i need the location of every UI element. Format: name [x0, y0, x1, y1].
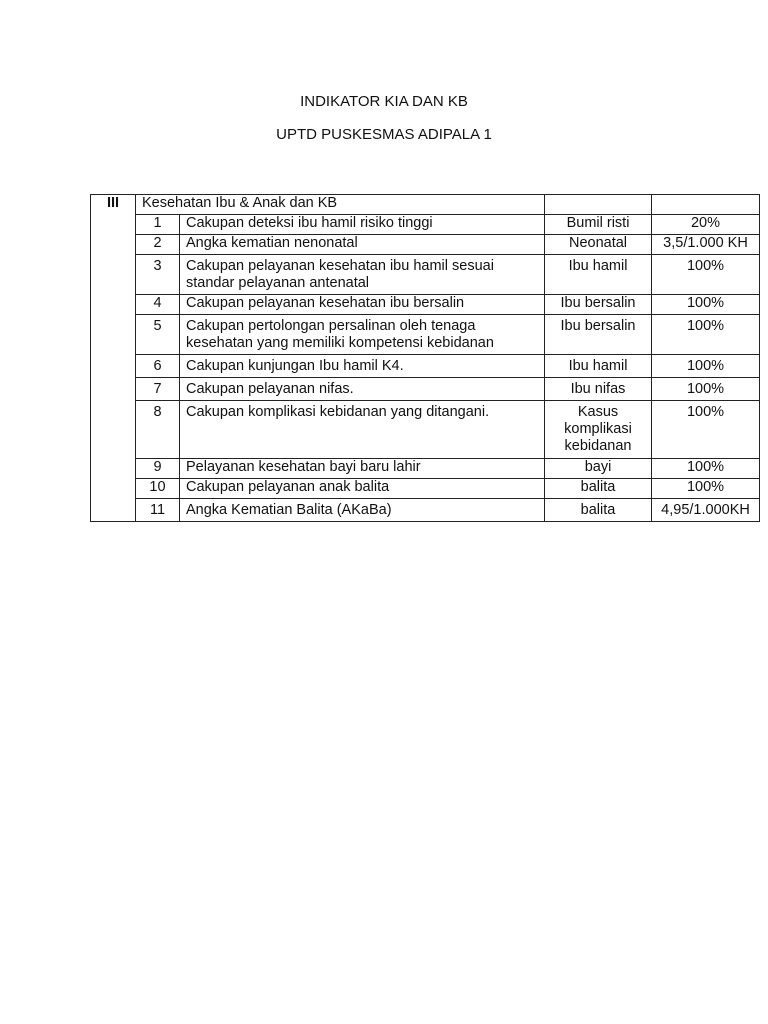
row-number: 10: [136, 479, 180, 499]
table-row: [91, 459, 760, 479]
document-subtitle: UPTD PUSKESMAS ADIPALA 1: [276, 126, 492, 143]
row-value: 100%: [652, 255, 760, 295]
row-indicator: Cakupan pelayanan nifas.: [180, 378, 545, 401]
table-row: [91, 295, 760, 315]
document-title: INDIKATOR KIA DAN KB: [300, 93, 468, 110]
row-value: 100%: [652, 401, 760, 459]
row-number: 7: [136, 378, 180, 401]
table-row: [91, 235, 760, 255]
row-target: Bumil risti: [545, 215, 652, 235]
row-target: balita: [545, 499, 652, 522]
row-target: balita: [545, 479, 652, 499]
row-target: Kasus komplikasi kebidanan: [545, 401, 652, 459]
row-indicator: Cakupan kunjungan Ibu hamil K4.: [180, 355, 545, 378]
section-target-cell: [545, 195, 652, 215]
row-number: 2: [136, 235, 180, 255]
row-number: 3: [136, 255, 180, 295]
row-number: 1: [136, 215, 180, 235]
row-number: 4: [136, 295, 180, 315]
row-value: 100%: [652, 295, 760, 315]
row-number: 9: [136, 459, 180, 479]
row-number: 11: [136, 499, 180, 522]
row-number: 8: [136, 401, 180, 459]
section-title: Kesehatan Ibu & Anak dan KB: [136, 195, 545, 215]
row-indicator: Angka Kematian Balita (AKaBa): [180, 499, 545, 522]
table-row: [91, 315, 760, 355]
row-indicator: Cakupan pelayanan anak balita: [180, 479, 545, 499]
row-value: 3,5/1.000 KH: [652, 235, 760, 255]
row-target: Ibu hamil: [545, 255, 652, 295]
row-indicator: Cakupan pertolongan persalinan oleh tenaga kesehatan yang memiliki kompetensi kebidanan: [180, 315, 545, 355]
row-target: bayi: [545, 459, 652, 479]
section-header-row: [91, 195, 760, 215]
row-number: 6: [136, 355, 180, 378]
row-indicator: Cakupan komplikasi kebidanan yang ditangani.: [180, 401, 545, 459]
row-target: Ibu hamil: [545, 355, 652, 378]
row-indicator: Angka kematian nenonatal: [180, 235, 545, 255]
table-row: [91, 499, 760, 522]
row-value: 100%: [652, 378, 760, 401]
indicator-table: [90, 194, 760, 522]
table-row: [91, 378, 760, 401]
row-target: Neonatal: [545, 235, 652, 255]
row-target: Ibu bersalin: [545, 315, 652, 355]
row-target: Ibu bersalin: [545, 295, 652, 315]
row-indicator: Cakupan deteksi ibu hamil risiko tinggi: [180, 215, 545, 235]
row-value: 100%: [652, 315, 760, 355]
row-indicator: Cakupan pelayanan kesehatan ibu bersalin: [180, 295, 545, 315]
table-row: [91, 401, 760, 459]
row-value: 20%: [652, 215, 760, 235]
section-value-cell: [652, 195, 760, 215]
table-row: [91, 479, 760, 499]
table-row: [91, 215, 760, 235]
row-value: 100%: [652, 479, 760, 499]
row-number: 5: [136, 315, 180, 355]
row-value: 100%: [652, 459, 760, 479]
row-target: Ibu nifas: [545, 378, 652, 401]
row-indicator: Pelayanan kesehatan bayi baru lahir: [180, 459, 545, 479]
row-indicator: Cakupan pelayanan kesehatan ibu hamil sesuai standar pelayanan antenatal: [180, 255, 545, 295]
table-row: [91, 355, 760, 378]
table-row: [91, 255, 760, 295]
row-value: 100%: [652, 355, 760, 378]
section-number: III: [91, 195, 136, 522]
row-value: 4,95/1.000KH: [652, 499, 760, 522]
